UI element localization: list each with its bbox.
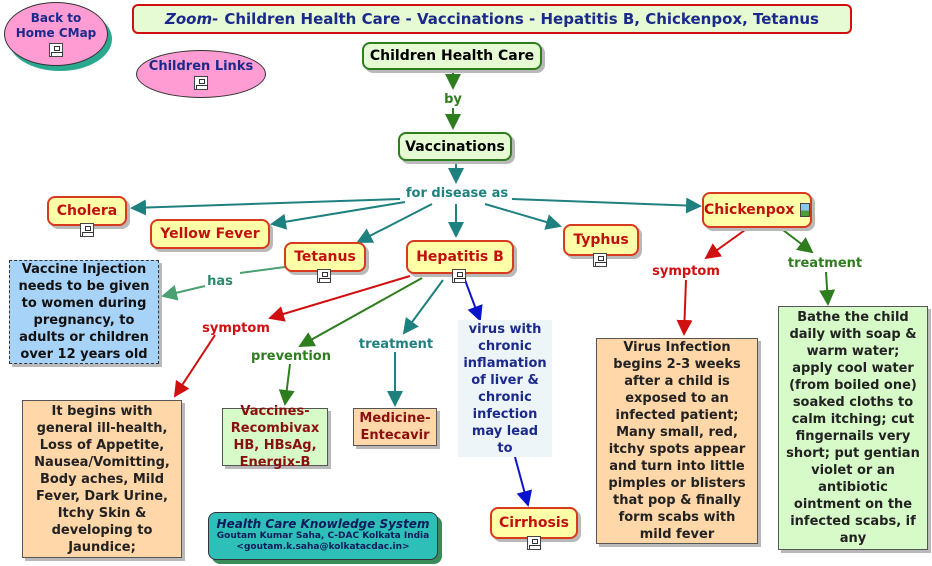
cmap-icon[interactable] [593, 253, 607, 267]
node-tetanus[interactable] [284, 242, 366, 272]
node-yellow-fever-label: Yellow Fever [160, 226, 260, 242]
node-children-health-care-label: Children Health Care [369, 48, 535, 64]
cmap-icon[interactable] [80, 223, 94, 237]
children-links-label: Children Links [148, 58, 254, 74]
medicine-info [353, 408, 437, 446]
node-yellow-fever[interactable] [150, 219, 270, 249]
link-prevention: prevention [251, 349, 331, 364]
chickenpox-symptoms-text: Virus Infection begins 2-3 weeks after a child is exposed to an infected patient; Many small, red, itchy spots appear and turn into little pimples or blisters that pop & finally form scabs with mild fever [608, 340, 746, 542]
footer-credit [208, 512, 438, 560]
title-zoom: Zoom- [165, 10, 219, 28]
footer-email: <goutam.k.saha@kolkatacdac.in> [236, 542, 410, 552]
node-typhus[interactable] [563, 224, 639, 256]
link-has: has [207, 274, 233, 289]
hepatitis-symptoms-text: It begins with general ill-health, Loss of Appetite, Nausea/Vomitting, Body aches, Mild Fever, Dark Urine, Itchy Skin & developing to Jaundice; [34, 403, 170, 555]
children-links[interactable] [136, 50, 266, 98]
virus-text: virus with chronic inflamation of liver & chronic infection may lead to [463, 321, 547, 456]
link-treatment-chickenpox: treatment [787, 256, 863, 271]
node-typhus-label: Typhus [573, 232, 629, 248]
medicine-text: Medicine-Entecavir [359, 411, 431, 443]
chickenpox-treatment-text: Bathe the child daily with soap & warm water; apply cool water (from boiled one) soaked cloths to calm itching; cut fingernails very short; put gentian violet or an antibiotic ointment on the infected scabs, if any [786, 310, 920, 546]
node-cirrhosis-label: Cirrhosis [499, 515, 569, 531]
title-text: Children Health Care - Vaccinations - Hepatitis B, Chickenpox, Tetanus [224, 10, 819, 28]
hepatitis-symptoms-info [22, 400, 182, 558]
node-vaccinations-label: Vaccinations [405, 138, 505, 155]
link-for-disease-as: for disease as [405, 186, 509, 201]
node-vaccinations[interactable] [398, 132, 512, 161]
node-chickenpox[interactable] [702, 192, 812, 228]
node-cholera[interactable] [47, 196, 127, 226]
back-home-link[interactable] [4, 2, 108, 66]
cmap-icon[interactable] [194, 76, 208, 90]
cmap-icon[interactable] [317, 269, 331, 283]
vaccines-text: Vaccines-Recombivax HB, HBsAg, Energix-B [230, 404, 320, 470]
link-by: by [444, 92, 462, 107]
footer-title: Health Care Knowledge System [216, 517, 430, 531]
image-icon[interactable] [800, 203, 810, 217]
link-symptom-chickenpox: symptom [652, 264, 720, 279]
node-tetanus-label: Tetanus [294, 249, 356, 265]
tetanus-vaccine-text: Vaccine Injection needs to be given to women during pregnancy, to adults or children over 12 years old [18, 262, 150, 362]
back-home-label: Back to Home CMap [15, 11, 97, 40]
chickenpox-treatment-info [778, 306, 928, 550]
chickenpox-symptoms-info [596, 338, 758, 544]
cmap-icon[interactable] [49, 43, 63, 57]
node-cirrhosis[interactable] [490, 507, 578, 539]
link-treatment-hepatitis: treatment [358, 337, 434, 352]
footer-author: Goutam Kumar Saha, C-DAC Kolkata India [216, 531, 430, 541]
vaccines-info [222, 404, 328, 470]
page-title [132, 4, 852, 34]
tetanus-vaccine-info [9, 260, 159, 364]
node-hepatitis-b-label: Hepatitis B [416, 249, 504, 265]
cmap-icon[interactable] [452, 269, 466, 283]
cmap-icon[interactable] [527, 536, 541, 550]
link-symptom-hepatitis: symptom [202, 321, 270, 336]
node-cholera-label: Cholera [56, 203, 118, 219]
virus-with-chronic-inflamation [458, 320, 552, 457]
node-children-health-care[interactable] [362, 42, 542, 70]
node-chickenpox-label: Chickenpox [704, 202, 795, 218]
